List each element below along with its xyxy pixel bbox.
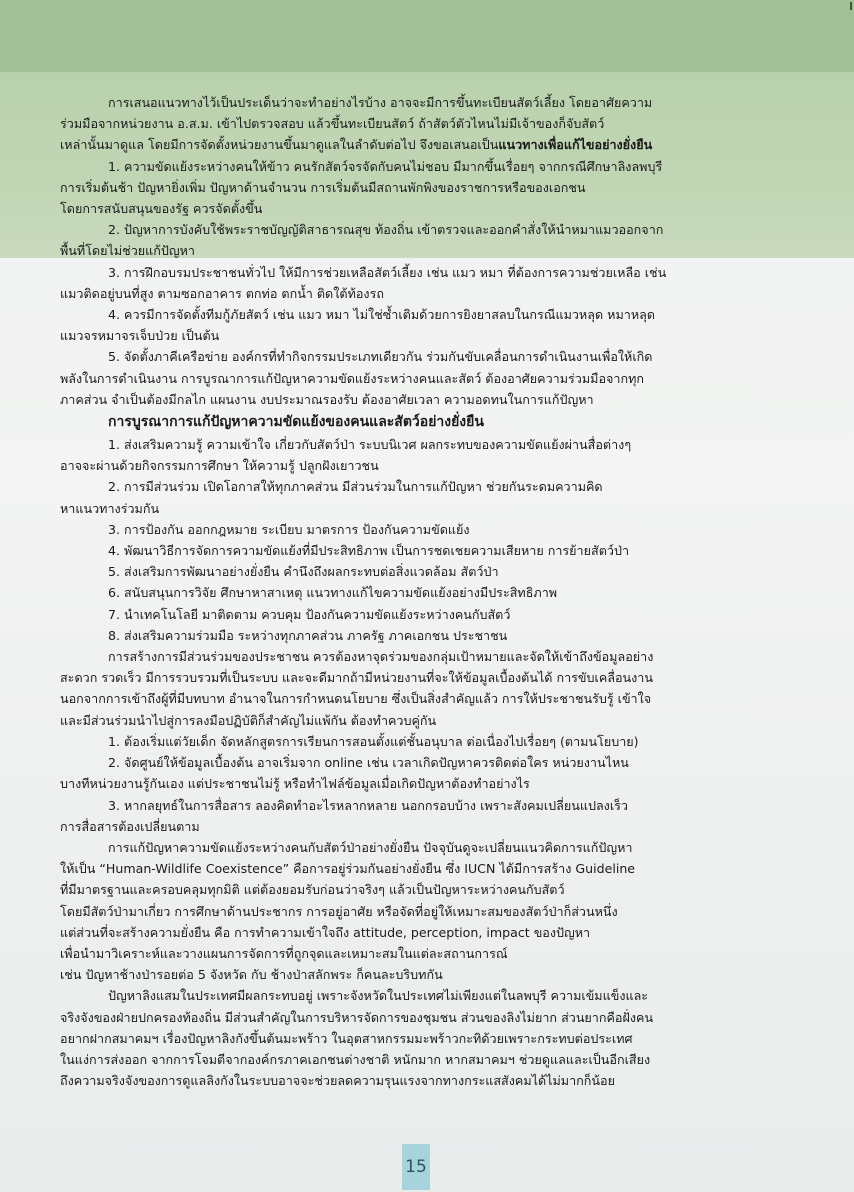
monkeys-line: ปัญหาลิงแสมในประเทศมีผลกระทบอยู่ เพราะจังหวัดในประเทศไม่เพียงแต่ในลพบุรี ความเข้มแข็งและ [108,988,649,1004]
participation-line: นอกจากการเข้าถึงผู้ที่มีบทบาท อำนาจในการกำหนดนโยบาย ซึ่งเป็นสิ่งสำคัญแล้ว การให้ประชาชนรับรู้ เข้าใจ [60,691,652,707]
proposal-line: แมวจรหมาจรเจ็บป่วย เป็นต้น [60,328,220,344]
integration-line: 3. การป้องกัน ออกกฎหมาย ระเบียบ มาตรการ ป้องกันความขัดแย้ง [108,521,470,537]
integration-line: หาแนวทางร่วมกัน [60,500,160,516]
proposal-line: พลังในการดำเนินงาน การบูรณาการแก้ปัญหาความขัดแย้งระหว่างคนและสัตว์ ต้องอาศัยความร่วมมือจากทุก [60,370,645,386]
monkeys-line: ในแง่การส่งออก จากการโจมตีจากองค์กรภาคเอกชนต่างชาติ หนักมาก หากสมาคมฯ ช่วยดูแลและเป็นอีกเสียง [60,1051,651,1067]
intro-line [60,134,776,155]
proposal-line: การเริ่มต้นช้า ปัญหายิ่งเพิ่ม ปัญหาด้านจำนวน การเริ่มต้นมีสถานพักพิงของราชการหรือของเอกชน [60,179,586,195]
step-line: 3. หากลยุทธ์ในการสื่อสาร ลองคิดทำอะไรหลากหลาย นอกกรอบบ้าง เพราะสังคมเปลี่ยนแปลงเร็ว [108,797,628,813]
corner-mark [850,2,852,10]
integration-line: 2. การมีส่วนร่วม เปิดโอกาสให้ทุกภาคส่วน มีส่วนร่วมในการแก้ปัญหา ช่วยกันระดมความคิด [108,479,603,495]
step-line: 2. จัดศูนย์ให้ข้อมูลเบื้องต้น อาจเริ่มจาก online เช่น เวลาเกิดปัญหาควรติดต่อใคร หน่วยงานไหน [108,755,629,771]
monkeys-line: อยากฝากสมาคมฯ เรื่องปัญหาลิงกังขึ้นต้นมะพร้าว ในอุตสาหกรรมมะพร้าวกะทิด้วยเพราะกระทบต่อประเทศ [60,1030,633,1046]
coexistence-line: เช่น ปัญหาช้างป่ารอยต่อ 5 จังหวัด กับ ช้างป่าสลักพระ ก็คนละบริบทกัน [60,967,443,983]
intro-line: ร่วมมือจากหน่วยงาน อ.ส.ม. เข้าไปตรวจสอบ แล้วขึ้นทะเบียนสัตว์ ถ้าสัตว์ตัวไหนไม่มีเจ้าของก็จับสัตว์ [60,116,605,132]
coexistence-line: แต่ส่วนที่จะสร้างความยั่งยืน คือ การทำความเข้าใจถึง attitude, perception, impact ของปัญหา [60,924,591,940]
proposal-line: 2. ปัญหาการบังคับใช้พระราชบัญญัติสาธารณสุข ท้องถิ่น เข้าตรวจและออกคำสั่งให้นำหมาแมวออกจาก [108,222,664,238]
integration-line: 8. ส่งเสริมความร่วมมือ ระหว่างทุกภาคส่วน ภาครัฐ ภาคเอกชน ประชาชน [108,627,508,643]
participation-line: และมีส่วนร่วมนำไปสู่การลงมือปฏิบัติก็สำคัญไม่แพ้กัน ต้องทำควบคู่กัน [60,712,437,728]
document-body [60,92,776,1091]
integration-line: 6. สนับสนุนการวิจัย ศึกษาหาสาเหตุ แนวทางแก้ไขความขัดแย้งอย่างมีประสิทธิภาพ [108,585,558,601]
header-band [0,0,854,72]
monkeys-line: จริงจังของฝ่ายปกครองท้องถิ่น มีส่วนสำคัญในการบริหารจัดการของชุมชน ส่วนของลิงไม่ยาก ส่วนยากคือฝั่งคน [60,1009,654,1025]
integration-line: 1. ส่งเสริมความรู้ ความเข้าใจ เกี่ยวกับสัตว์ป่า ระบบนิเวศ ผลกระทบของความขัดแย้งผ่านสื่อต่างๆ [108,437,632,453]
integration-line: 5. ส่งเสริมการพัฒนาอย่างยั่งยืน คำนึงถึงผลกระทบต่อสิ่งแวดล้อม สัตว์ป่า [108,564,499,580]
coexistence-line: เพื่อนำมาวิเคราะห์และวางแผนการจัดการที่ถูกจุดและเหมาะสมในแต่ละสถานการณ์ [60,945,508,961]
proposal-line: พื้นที่โดยไม่ช่วยแก้ปัญหา [60,243,196,259]
proposal-line: แมวติดอยู่บนที่สูง ตามซอกอาคาร ตกท่อ ตกน้ำ ติดใต้ท้องรถ [60,285,384,301]
coexistence-line: ให้เป็น “Human-Wildlife Coexistence” คือการอยู่ร่วมกันอย่างยั่งยืน ซึ่ง IUCN ได้มีการสร้าง Guideline [60,861,636,877]
integration-line: 7. นำเทคโนโลยี มาติดตาม ควบคุม ป้องกันความขัดแย้งระหว่างคนกับสัตว์ [108,606,511,622]
proposal-line: 1. ความขัดแย้งระหว่างคนให้ข้าว คนรักสัตว์จรจัดกับคนไม่ชอบ มีมากขึ้นเรื่อยๆ จากกรณีศึกษาลิงลพบุรี [108,158,663,174]
proposal-line: 3. การฝึกอบรมประชาชนทั่วไป ให้มีการช่วยเหลือสัตว์เลี้ยง เช่น แมว หมา ที่ต้องการความช่วยเหลือ เช่น [108,264,667,280]
coexistence-line: โดยมีสัตว์ป่ามาเกี่ยว การศึกษาด้านประชากร การอยู่อาศัย หรือจัดที่อยู่ให้เหมาะสมของสัตว์ป่าก็ส่วนหนึ่ง [60,903,618,919]
coexistence-line: ที่มีมาตรฐานและครอบคลุมทุกมิติ แต่ต้องยอมรับก่อนว่าจริงๆ แล้วเป็นปัญหาระหว่างคนกับสัตว์ [60,882,565,898]
participation-line: สะดวก รวดเร็ว มีการรวบรวมที่เป็นระบบ และจะดีมากถ้ามีหน่วยงานที่จะให้ข้อมูลเบื้องต้นได้ การขับเคลื่อนงาน [60,670,653,686]
step-line: 1. ต้องเริ่มแต่วัยเด็ก จัดหลักสูตรการเรียนการสอนตั้งแต่ชั้นอนุบาล ต่อเนื่องไปเรื่อยๆ (ตามนโยบาย) [108,733,639,749]
intro-text: เหล่านั้นมาดูแล โดยมีการจัดตั้งหน่วยงานขึ้นมาดูแลในลำดับต่อไป จึงขอเสนอเป็น [60,137,499,153]
intro-line: การเสนอแนวทางไว้เป็นประเด็นว่าจะทำอย่างไรบ้าง อาจจะมีการขึ้นทะเบียนสัตว์เลี้ยง โดยอาศัยความ [108,95,653,110]
proposal-line: 5. จัดตั้งภาคีเครือข่าย องค์กรที่ทำกิจกรรมประเภทเดียวกัน ร่วมกันขับเคลื่อนการดำเนินงานเพื่อให้เกิด [108,349,653,365]
monkeys-line: ถึงความจริงจังของการดูแลลิงกังในระบบอาจจะช่วยลดความรุนแรงจากทางกระแสสังคมได้ไม่มากก็น้อย [60,1073,615,1089]
proposal-line: 4. ควรมีการจัดตั้งทีมกู้ภัยสัตว์ เช่น แมว หมา ไม่ใช่ซ้ำเติมด้วยการยิงยาสลบในกรณีแมวหลุด หมาหลุด [108,307,656,323]
section-heading: การบูรณาการแก้ปัญหาความขัดแย้งของคนและสัตว์อย่างยั่งยืน [108,414,484,431]
integration-line: อาจจะผ่านด้วยกิจกรรมการศึกษา ให้ความรู้ ปลูกฝังเยาวชน [60,458,379,474]
step-line: การสื่อสารต้องเปลี่ยนตาม [60,818,200,834]
step-line: บางทีหน่วยงานรู้กันเอง แต่ประชาชนไม่รู้ หรือทำไฟล์ข้อมูลเมื่อเกิดปัญหาต้องทำอย่างไร [60,776,530,792]
proposal-line: ภาคส่วน จำเป็นต้องมีกลไก แผนงาน งบประมาณรองรับ ต้องอาศัยเวลา ความอดทนในการแก้ปัญหา [60,391,594,407]
intro-bold-text: แนวทางเพื่อแก้ไขอย่างยั่งยืน [498,137,653,153]
integration-line: 4. พัฒนาวิธีการจัดการความขัดแย้งที่มีประสิทธิภาพ เป็นการชดเชยความเสียหาย การย้ายสัตว์ป่า [108,543,630,559]
participation-line: การสร้างการมีส่วนร่วมของประชาชน ควรต้องหาจุดร่วมของกลุ่มเป้าหมายและจัดให้เข้าถึงข้อมูลอย่าง [108,649,654,665]
proposal-line: โดยการสนับสนุนของรัฐ ควรจัดตั้งขึ้น [60,201,263,217]
coexistence-line: การแก้ปัญหาความขัดแย้งระหว่างคนกับสัตว์ป่าอย่างยั่งยืน ปัจจุบันดูจะเปลี่ยนแนวคิดการแก้ปัญหา [108,839,633,855]
page-number: 15 [402,1144,430,1190]
